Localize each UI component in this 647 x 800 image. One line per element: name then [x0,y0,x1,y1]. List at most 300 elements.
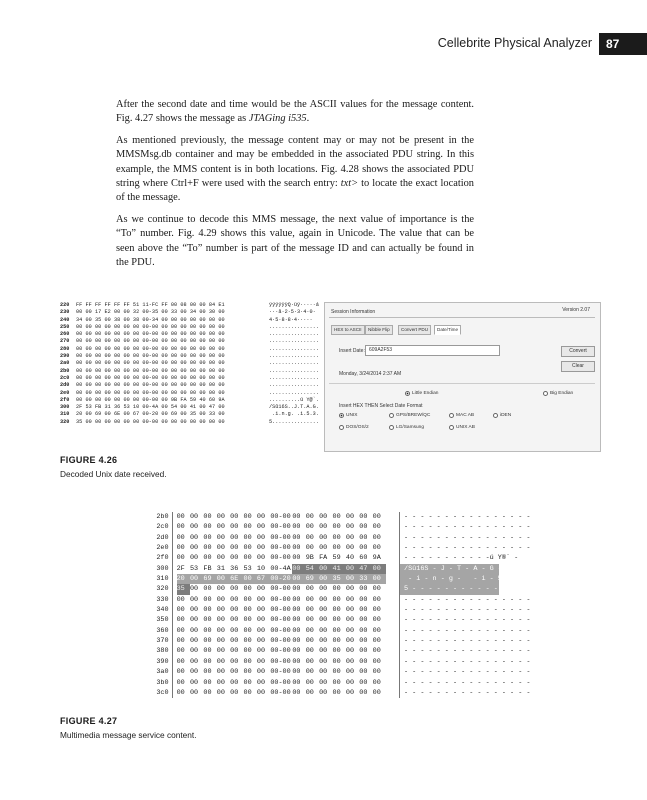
hex-offset: 370 [156,637,169,646]
hex-byte: 00 [243,678,252,687]
hex-byte: 00 [189,626,199,635]
hex-offset: 300 [156,564,169,573]
figure-4-27-label: FIGURE 4.27 [60,716,118,726]
hex-row [149,667,531,677]
hex-byte: 00-00 [270,533,291,542]
hex-byte: 00 [292,668,301,677]
hex-byte: 60 [359,554,368,563]
hex-bytes [173,543,399,553]
date-decoder-panel [324,302,601,452]
hex-byte: 00 [189,523,199,532]
hex-byte: 00 [216,585,225,594]
hex-offset: 310 [60,411,70,418]
running-title: Cellebrite Physical Analyzer [437,36,592,50]
hex-byte: 00 [372,626,381,635]
hex-byte: 00 [189,668,199,677]
hex-byte: 00 [292,574,305,584]
hex-ascii: - - - - - - - - - - - - - - - - [404,513,531,521]
hex-byte: 00 [332,626,341,635]
hex-bytes: 00 00 00 00 00 00 00 00-00 00 00 00 00 00 00 00 [76,338,225,345]
hex-byte: 00 [256,606,266,615]
hex-bytes [173,667,399,677]
hex-byte: 00 [256,657,266,666]
hex-byte: 00 [319,678,328,687]
hex-ascii: - - - - - - - - - - - - - - - - [404,616,531,625]
hex-byte: 00 [359,513,368,521]
hex-byte: 00 [256,626,266,635]
hex-byte: 00 [305,533,314,542]
hex-ascii: - - - - - - - - - - - - - - - - [404,688,531,697]
hex-byte: 00 [230,688,239,697]
hex-byte: 00 [176,616,185,625]
hex-byte: 00 [345,688,355,697]
hex-byte: 00 [319,637,328,646]
hex-byte: 00 [243,554,252,563]
hex-ascii: - - - - - - - - - - - - - - - - [404,606,531,615]
hex-byte: 00 [332,616,341,625]
hex-byte: 00 [203,688,212,697]
hex-byte: 00 [332,523,341,532]
hex-ascii: - - - - - - - - - - - - - - - - [404,668,531,677]
hex-byte: 00 [216,668,225,677]
hex-byte: 00 [176,544,185,553]
hex-row [60,346,324,353]
hex-row [149,615,531,625]
hex-byte: 00 [203,657,212,666]
hex-byte: 00 [243,544,252,553]
hex-byte: 00 [332,544,341,553]
hex-byte: 00 [189,647,199,656]
radio-big-endian[interactable]: Big Endian [543,391,573,396]
hex-byte: 00 [292,678,301,687]
hex-byte: 35 [177,584,190,594]
hex-bytes: 00 00 00 00 00 00 00 00-00 00 00 00 00 00 00 00 [76,389,225,396]
hex-byte: 00 [319,564,332,574]
hex-byte: 00 [203,595,212,604]
hex-byte: 00 [243,626,252,635]
hex-byte: 00 [230,657,239,666]
hex-byte: 00 [230,606,239,615]
hex-byte: 59 [332,554,341,563]
radio-dos-os2[interactable]: DOS/OS/2 [339,425,369,430]
hex-bytes: 00 00 00 00 00 00 00 00-00 00 00 00 00 00 00 00 [76,353,225,360]
hex-byte: 00 [189,544,199,553]
hex-offset: 2b0 [156,513,169,521]
hex-offset: 2e0 [60,389,70,396]
hex-byte: 00 [305,668,314,677]
hex-byte: 00 [256,554,266,563]
hex-byte: 00 [243,523,252,532]
hex-offset: 250 [60,323,70,330]
hex-byte: 00 [359,616,368,625]
hex-offset: 2c0 [60,374,70,381]
hex-bytes [173,553,399,563]
hex-offset: 220 [60,302,70,308]
hex-byte: 00 [292,595,301,604]
radio-selected-icon [339,413,344,418]
hex-offset: 2d0 [60,382,70,389]
hex-byte: 00 [372,688,381,697]
hex-byte: 00 [292,647,301,656]
hex-ascii: - - - - - - - - - - - - - - - - [404,678,531,687]
hex-ascii: 4·5·8·8·4····· [269,316,313,323]
hex-ascii: ................ [269,367,319,374]
hex-row [60,411,324,418]
hex-byte: 00 [346,574,359,584]
hex-byte: 00 [189,616,199,625]
radio-lg-samsung[interactable]: LG/Samsung [389,425,424,430]
hex-ascii: ................ [269,331,319,338]
hex-byte: 00-00 [270,523,291,532]
hex-offset: 330 [156,595,169,604]
hex-bytes [173,564,399,574]
radio-gps-brew-qc[interactable]: GPS/BREW/QC [389,413,430,418]
paragraph-3: As we continue to decode this MMS message, the next value of importance is the “To” number. Fig. 4.29 shows this value, again in Unicode. The value that can be seen above the “To” number is part of the message ID and can actually be found in the PDU. [116,213,474,269]
hex-row [149,678,531,688]
hex-offset: 270 [60,338,70,345]
hex-byte: 69 [203,574,216,584]
hex-byte: 00 [256,688,266,697]
hex-byte: 35 [332,574,345,584]
hex-ascii: - - - - - - - - - - - - - - - - [404,544,531,553]
hex-ascii: ..........ú Y@`. [269,396,319,403]
hex-byte: 00 [256,544,266,553]
hex-byte: 00 [230,668,239,677]
hex-byte: 00 [230,626,239,635]
hex-byte: 00 [345,585,355,594]
hex-bytes [173,584,399,594]
hex-byte: 00 [332,513,341,521]
hex-byte: 00-00 [270,606,291,615]
hex-byte: 00 [203,678,212,687]
hex-byte: 00-00 [270,688,291,697]
hex-row [60,397,324,404]
hex-offset: 2f0 [156,554,169,563]
radio-unix[interactable]: UNIX [339,413,357,418]
hex-ascii: ................ [269,323,319,330]
hex-byte: 00-4A [270,564,291,573]
hex-byte: 00-00 [270,626,291,635]
hex-byte: 00 [256,647,266,656]
hex-byte: 00 [189,595,199,604]
tab-date-time[interactable]: Date/Time [434,325,461,335]
insert-date-input[interactable]: 609A2F53 [365,345,500,356]
hex-byte: 00 [217,574,230,584]
hex-byte: 00 [305,513,314,521]
figure-4-27 [149,512,531,708]
figure-4-26-label: FIGURE 4.26 [60,455,118,465]
hex-byte: 00 [373,574,386,584]
paragraph-1: After the second date and time would be the ASCII values for the message content. Fig. 4.27 shows the message as JTAGing i535. [116,99,474,125]
hex-byte: 00 [216,523,225,532]
hex-offset: 310 [156,575,169,584]
hex-row [149,626,531,636]
hex-byte: 00 [189,533,199,542]
hex-byte: 00 [332,688,341,697]
radio-icon [449,413,454,418]
hex-byte: 00-00 [270,678,291,687]
hex-offset: 360 [156,626,169,635]
hex-byte: 00 [256,668,266,677]
hex-bytes: 00 00 00 00 00 00 00 00-00 00 00 00 00 00 00 00 [76,323,225,330]
hex-byte: 00 [305,606,314,615]
hex-byte: 00 [230,647,239,656]
hex-byte: 00 [230,616,239,625]
hex-byte: 00 [292,626,301,635]
hex-byte: 00 [203,585,212,594]
hex-byte: 00 [230,513,239,521]
hex-byte: 00 [359,626,368,635]
hex-row [60,404,324,411]
hex-byte: 00 [319,688,328,697]
hex-ascii: - - - - - - - - - - -ú Y®` - [404,554,519,563]
radio-icon [543,391,548,396]
hex-row [60,353,324,360]
hex-row [60,390,324,397]
hex-ascii: ................ [269,345,319,352]
hex-byte: 00 [372,647,381,656]
hex-byte: 00 [216,657,225,666]
hex-byte: 00 [216,513,225,521]
hex-byte: 00 [359,585,368,594]
hex-offset: 320 [60,418,70,425]
tab-nibble-flip[interactable]: Nibble Flip [365,325,393,335]
hex-byte: 40 [345,554,355,563]
radio-icon [389,413,394,418]
hex-ascii: 5 - - - - - - - - - - - - - - - [400,584,499,594]
hex-byte: 00 [176,523,185,532]
hex-byte: 00 [189,688,199,697]
hex-byte: 00 [345,647,355,656]
hex-bytes [173,522,399,532]
hex-byte: 9B [305,554,314,563]
hex-byte: 00 [372,678,381,687]
hex-byte: 00-00 [270,616,291,625]
hex-byte: 00 [176,637,185,646]
hex-byte: 00 [176,668,185,677]
hex-byte: 00 [243,606,252,615]
hex-byte: 00-00 [270,544,291,553]
hex-byte: 00-00 [270,657,291,666]
hex-byte: 47 [359,564,372,574]
hex-byte: 00 [319,585,328,594]
hex-byte: 00 [345,595,355,604]
hex-byte: 00 [332,657,341,666]
hex-byte: 00 [216,688,225,697]
hex-byte: 00 [216,533,225,542]
hex-byte: 00 [176,595,185,604]
radio-icon [389,425,394,430]
hex-byte: 00 [305,678,314,687]
body-text [116,98,474,277]
hex-byte: 00 [372,585,381,594]
hex-bytes [173,678,399,688]
hex-byte: 00 [176,606,185,615]
hex-byte: 00 [345,533,355,542]
hex-ascii: - - - - - - - - - - - - - - - - [404,626,531,635]
hex-bytes [173,636,399,646]
radio-icon [493,413,498,418]
hex-byte: 00 [243,585,252,594]
divider [329,317,595,318]
tab-convert-pdu[interactable]: Convert PDU [398,325,431,335]
hex-row [149,595,531,605]
hex-bytes: 2F 53 FB 31 36 53 10 00-4A 00 54 00 41 00 47 00 [76,404,225,411]
hex-bytes [173,688,399,698]
hex-offset: 240 [60,316,70,323]
hex-byte: 00 [305,626,314,635]
hex-row [149,646,531,656]
hex-byte: 00 [176,554,185,563]
hex-row [149,553,519,563]
hex-row [149,564,502,574]
hex-byte: 00 [359,678,368,687]
hex-byte: 00 [305,544,314,553]
hex-bytes: 20 00 69 00 6E 00 67 00-20 00 69 00 35 00 33 00 [76,411,225,418]
hex-byte: 00 [203,544,212,553]
hex-ascii: - - - - - - - - - - - - - - - - [404,533,531,542]
hex-byte: 00 [305,616,314,625]
hex-ascii: - i - n - g - - i - 5 - 3 - [400,574,499,584]
page-header [0,33,647,55]
hex-offset: 280 [60,345,70,352]
hex-byte: 00 [292,616,301,625]
radio-mac-ab[interactable]: MAC AB [449,413,474,418]
hex-bytes [173,574,399,584]
hex-byte: 00 [319,657,328,666]
hex-row [149,574,527,584]
radio-iden[interactable]: iDEN [493,413,511,418]
hex-byte: 00 [359,606,368,615]
hex-offset: 2f0 [60,396,70,403]
hex-bytes: 00 00 00 00 00 00 00 00-00 00 9B FA 59 40 60 9A [76,396,225,403]
hex-byte: 00 [189,585,199,594]
figure-4-27-caption: Multimedia message service content. [60,730,197,740]
hex-row [60,324,324,331]
hex-byte: 00 [305,688,314,697]
hex-byte: 00 [305,523,314,532]
hex-byte: 00 [372,657,381,666]
hex-byte: 00-20 [270,575,291,584]
hex-byte: 9A [372,554,381,563]
hex-byte: 00-00 [270,668,291,677]
tab-hex-to-ascii[interactable]: HEX to ASCII [331,325,365,335]
hex-byte: 00 [372,606,381,615]
hex-byte: FB [203,564,212,573]
hex-byte: 00 [332,533,341,542]
hex-byte: 00 [256,595,266,604]
hex-byte: 00 [176,647,185,656]
hex-offset: 350 [156,616,169,625]
hex-offset: 2c0 [156,523,169,532]
hex-bytes [173,595,399,605]
hex-row [60,338,324,345]
hex-byte: 31 [216,564,225,573]
format-label: Insert HEX THEN Select Date Format [339,403,423,409]
hex-offset: 2e0 [156,544,169,553]
hex-offset: 380 [156,647,169,656]
hex-byte: 33 [359,574,372,584]
hex-byte: 00 [345,626,355,635]
hex-row [60,302,324,309]
hex-bytes [173,533,399,543]
hex-byte: 00 [359,533,368,542]
radio-little-endian[interactable]: Little Endian [405,391,438,396]
hex-byte: 00 [243,616,252,625]
hex-byte: 00-00 [270,647,291,656]
hex-byte: 00 [372,533,381,542]
hex-byte: 00 [230,554,239,563]
hex-byte: 00 [345,678,355,687]
hex-byte: 00 [189,554,199,563]
hex-byte: 00 [190,574,203,584]
hex-row [149,657,531,667]
hex-byte: 00 [230,637,239,646]
hex-ascii: - - - - - - - - - - - - - - - - [404,523,531,532]
hex-bytes [173,626,399,636]
hex-bytes [173,512,399,522]
hex-byte: 00 [189,637,199,646]
radio-unix-ab[interactable]: UNIX AB [449,425,475,430]
hex-byte: 00 [319,616,328,625]
radio-icon [339,425,344,430]
hex-byte: 2F [176,564,185,573]
hex-byte: 00 [189,606,199,615]
hex-byte: 00 [292,513,301,521]
hex-row [149,533,531,543]
hex-byte: 6E [230,574,243,584]
hex-ascii: .i.n.g. .i.5.3. [269,411,319,418]
hex-byte: 00 [243,595,252,604]
hex-byte: 00 [305,647,314,656]
hex-ascii: ................ [269,360,319,367]
hex-byte: 00 [346,564,359,574]
hex-byte: 00 [305,637,314,646]
hex-ascii: 5............... [269,418,319,425]
hex-row [149,522,531,532]
hex-byte: 00 [203,637,212,646]
convert-button[interactable]: Convert [561,346,595,357]
hex-byte: 00 [319,595,328,604]
hex-byte: 00 [230,585,239,594]
hex-byte: 00 [176,626,185,635]
hex-dump-view [60,302,324,452]
hex-byte: 00 [203,523,212,532]
clear-button[interactable]: Clear [561,361,595,372]
hex-byte: 00 [243,668,252,677]
hex-byte: 00 [292,544,301,553]
hex-byte: 00 [256,585,266,594]
hex-bytes [173,646,399,656]
hex-ascii: /Sû16S - J - T - A - G - [400,564,499,574]
hex-byte: 53 [189,564,199,573]
hex-offset: 390 [156,657,169,666]
hex-bytes: 00 00 00 00 00 00 00 00-00 00 00 00 00 00 00 00 [76,367,225,374]
hex-offset: 2a0 [60,360,70,367]
hex-byte: 00 [230,678,239,687]
hex-byte: 00 [176,678,185,687]
hex-ascii: ................ [269,338,319,345]
hex-byte: 00 [319,606,328,615]
hex-byte: 00 [216,637,225,646]
hex-byte: 00 [189,678,199,687]
hex-row [149,512,531,522]
decoded-date-result: Monday, 3/24/2014 2:37 AM [339,371,402,377]
figure-4-26 [60,302,601,452]
hex-byte: 00 [359,657,368,666]
hex-byte: 00 [359,523,368,532]
hex-byte: 00 [203,533,212,542]
